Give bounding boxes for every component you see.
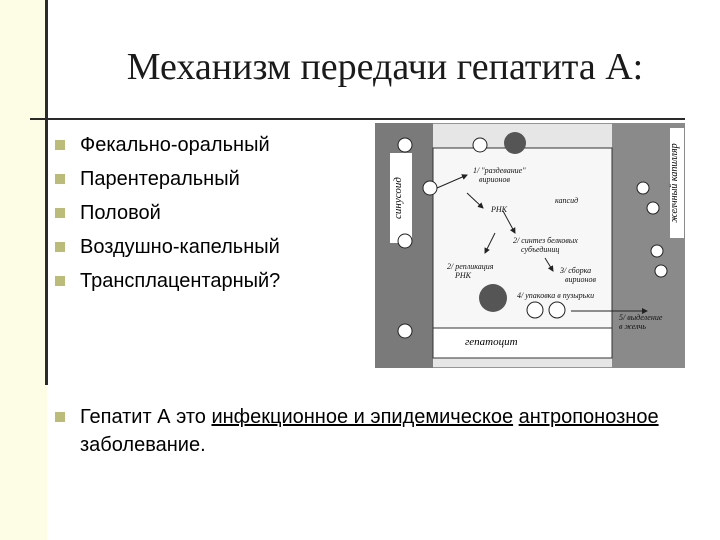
hepatocyte-label-box (433, 328, 612, 358)
step1-sublabel: вирионов (479, 175, 510, 184)
bullet-square-icon (55, 242, 65, 252)
step2-label: 2/ синтез белковых (513, 236, 578, 245)
step2-sublabel: субъединиц (521, 245, 560, 254)
step5-label: 5/ выделение (619, 313, 663, 322)
bullet-square-icon (55, 412, 65, 422)
nucleus-bottom (479, 284, 507, 312)
step3-sublabel: вирионов (565, 275, 596, 284)
nucleus-top (504, 132, 526, 154)
step4-label: 4/ упаковка в пузырьки (517, 291, 595, 300)
left-background-band (0, 0, 47, 540)
bullet-square-icon (55, 174, 65, 184)
bile-capillary-label: желчный капилляр (669, 143, 680, 223)
sinusoid-label: синусоид (392, 177, 404, 219)
definition-note: Гепатит А это инфекционное и эпидемическое антропонозное заболевание. (55, 403, 690, 459)
step3-label: 3/ сборка (560, 266, 592, 275)
replication-rna-label: РНК (455, 271, 471, 280)
step1-label: 1/ "раздевание" (473, 166, 526, 175)
left-vertical-rule (45, 0, 48, 385)
list-item: Парентеральный (55, 162, 280, 196)
step5-sublabel: в желчь (619, 322, 646, 331)
list-item: Трансплацентарный? (55, 264, 280, 298)
list-item: Половой (55, 196, 280, 230)
transmission-list (55, 128, 280, 298)
hepatitis-a-replication-diagram (375, 123, 685, 368)
title-underline-rule (30, 118, 685, 120)
replication-label: 2/ репликация (447, 262, 494, 271)
capsid-label: капсид (555, 196, 579, 205)
bullet-square-icon (55, 276, 65, 286)
bullet-square-icon (55, 208, 65, 218)
rna-label: РНК (491, 205, 507, 214)
list-item: Воздушно-капельный (55, 230, 280, 264)
list-item: Фекально-оральный (55, 128, 280, 162)
bullet-square-icon (55, 140, 65, 150)
hepatocyte-label: гепатоцит (465, 336, 518, 348)
slide-title: Механизм передачи гепатита А: (126, 46, 644, 88)
